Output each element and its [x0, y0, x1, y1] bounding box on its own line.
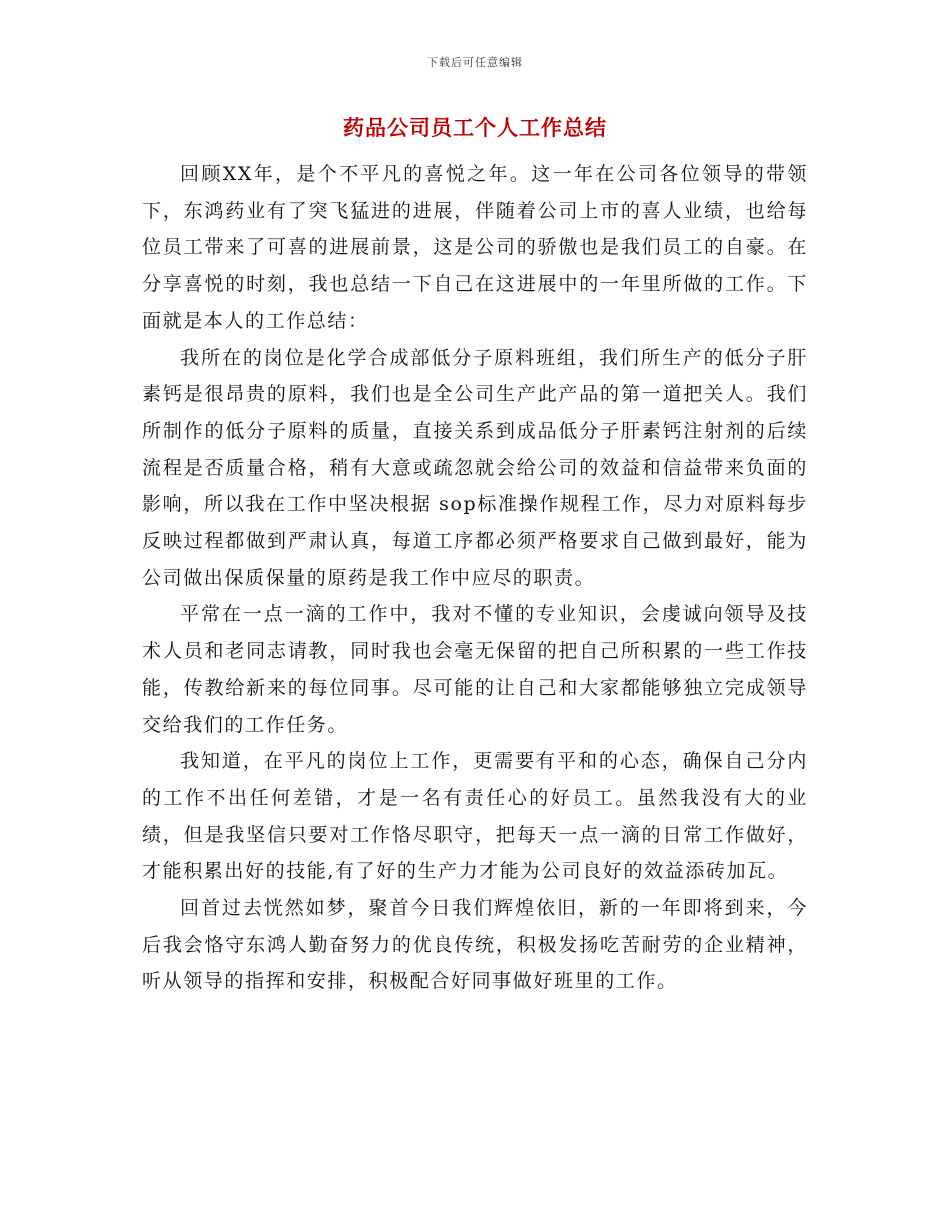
paragraph-learning: 平常在一点一滴的工作中，我对不懂的专业知识，会虔诚向领导及技术人员和老同志请教，同时我也会毫无保留的把自己所积累的一些工作技能，传教给新来的每位同事。尽可能的让自己和大家都能够独立完成领导交给我们的工作任务。: [142, 603, 808, 736]
paragraph-outlook: 回首过去恍然如梦，聚首今日我们辉煌依旧，新的一年即将到来，今后我会恪守东鸿人勤奋努力的优良传统，积极发扬吃苦耐劳的企业精神，听从领导的指挥和安排，积极配合好同事做好班里的工作。: [142, 897, 808, 993]
document-title: 药品公司员工个人工作总结: [343, 116, 607, 140]
paragraph-position: 我所在的岗位是化学合成部低分子原料班组，我们所生产的低分子肝素钙是很昂贵的原料，我们也是全公司生产此产品的第一道把关人。我们所制作的低分子原料的质量，直接关系到成品低分子肝素钙注射剂的后续流程是否质量合格，稍有大意或疏忽就会给公司的效益和信益带来负面的影响，所以我在工作中坚决根据 sop标准操作规程工作，尽力对原料每步反映过程都做到严肃认真，每道工序都必须严格要求自己做到最好，能为公司做出保质保量的原药是我工作中应尽的职责。: [142, 346, 808, 589]
header-note: 下载后可任意编辑: [427, 56, 523, 69]
document-body: [142, 156, 808, 1000]
paragraph-attitude: 我知道，在平凡的岗位上工作，更需要有平和的心态，确保自己分内的工作不出任何差错，才是一名有责任心的好员工。虽然我没有大的业绩，但是我坚信只要对工作恪尽职守，把每天一点一滴的日常工作做好，才能积累出好的技能,有了好的生产力才能为公司良好的效益添砖加瓦。: [142, 750, 808, 883]
paragraph-review: 回顾XX年，是个不平凡的喜悦之年。这一年在公司各位领导的带领下，东鸿药业有了突飞猛进的进展，伴随着公司上市的喜人业绩，也给每位员工带来了可喜的进展前景，这是公司的骄傲也是我们员工的自豪。在分享喜悦的时刻，我也总结一下自己在这进展中的一年里所做的工作。下面就是本人的工作总结：: [142, 163, 808, 332]
